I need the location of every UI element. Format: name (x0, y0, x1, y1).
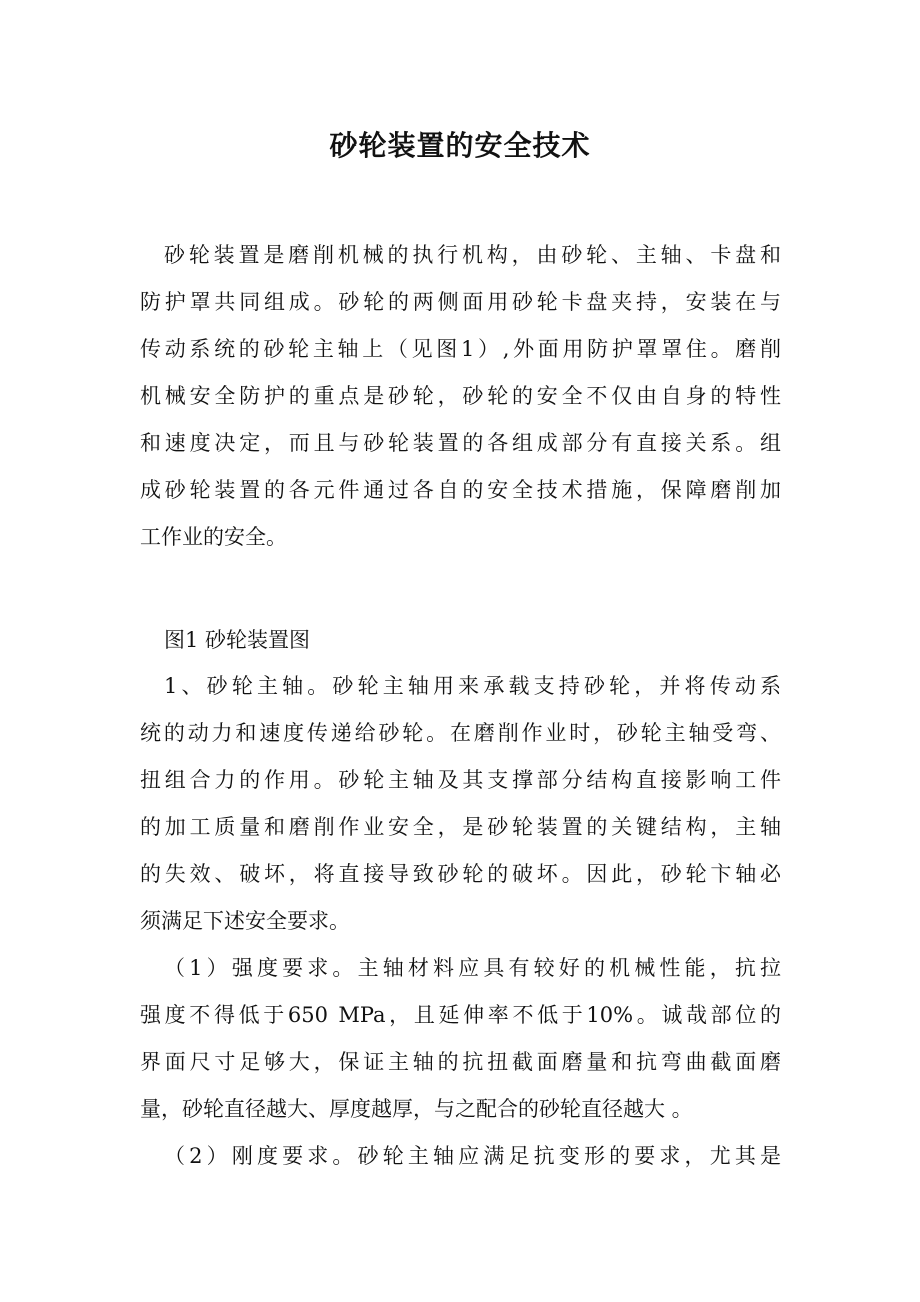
intro-paragraph-line: 工作业的安全。 (140, 525, 287, 549)
intro-paragraph-line: 机械安全防护的重点是砂轮，砂轮的安全不仅由自身的特性 (140, 384, 781, 408)
requirement2-paragraph-line: （2）刚度要求。砂轮主轴应满足抗变形的要求，尤其是 (164, 1144, 781, 1168)
requirement1-paragraph-line: 界面尺寸足够大，保证主轴的抗扭截面磨量和抗弯曲截面磨 (140, 1050, 781, 1074)
intro-paragraph-line: 成砂轮装置的各元件通过各自的安全技术措施，保障磨削加 (140, 478, 781, 502)
section1-paragraph-line: 的失效、破坏，将直接导致砂轮的破坏。因此，砂轮卞轴必 (140, 862, 781, 886)
requirement1-paragraph-line: 强度不得低于650 MPa，且延伸率不低于10%。诚哉部位的 (140, 1003, 781, 1027)
section1-paragraph-line: 的加工质量和磨削作业安全，是砂轮装置的关键结构，主轴 (140, 815, 781, 839)
document-title: 砂轮装置的安全技术 (329, 129, 591, 162)
section1-paragraph-line: 统的动力和速度传递给砂轮。在磨削作业时，砂轮主轴受弯、 (140, 721, 781, 745)
intro-paragraph-line: 和速度决定，而且与砂轮装置的各组成部分有直接关系。组 (140, 431, 781, 455)
requirement1-paragraph-line: （1）强度要求。主轴材料应具有较好的机械性能，抗拉 (164, 956, 781, 980)
section1-paragraph-line: 须满足下述安全要求。 (140, 909, 350, 933)
figure-caption: 图1 砂轮装置图 (164, 628, 311, 652)
section1-paragraph-line: 1、砂轮主轴。砂轮主轴用来承载支持砂轮，并将传动系 (164, 674, 781, 698)
requirement1-paragraph-line: 量，砂轮直径越大、厚度越厚，与之配合的砂轮直径越大 。 (140, 1097, 693, 1121)
intro-paragraph-line: 防护罩共同组成。砂轮的两侧面用砂轮卡盘夹持，安装在与 (140, 290, 781, 314)
section1-paragraph-line: 扭组合力的作用。砂轮主轴及其支撑部分结构直接影响工件 (140, 768, 781, 792)
intro-paragraph-line: 传动系统的砂轮主轴上（见图1）,外面用防护罩罩住。磨削 (140, 337, 781, 361)
intro-paragraph-line: 砂轮装置是磨削机械的执行机构，由砂轮、主轴、卡盘和 (164, 243, 781, 267)
